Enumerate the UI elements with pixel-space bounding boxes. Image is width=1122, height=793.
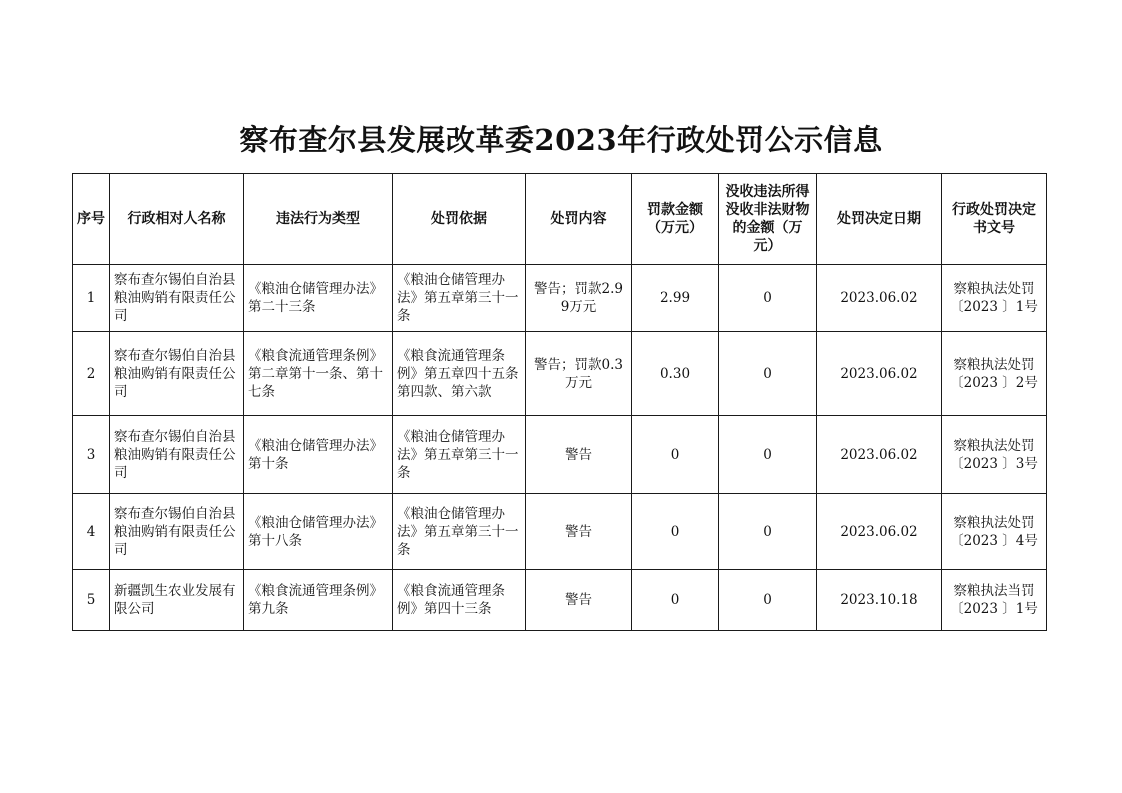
header-basis: 处罚依据 <box>393 174 526 265</box>
header-doc-number: 行政处罚决定书文号 <box>942 174 1047 265</box>
cell-party: 察布查尔锡伯自治县粮油购销有限责任公司 <box>110 416 244 494</box>
page-title: 察布查尔县发展改革委2023年行政处罚公示信息 <box>239 123 883 157</box>
cell-content: 警告 <box>526 570 632 631</box>
header-party: 行政相对人名称 <box>110 174 244 265</box>
cell-seq: 5 <box>73 570 110 631</box>
cell-content: 警告；罚款2.99万元 <box>526 265 632 332</box>
cell-seq: 2 <box>73 332 110 416</box>
cell-date: 2023.06.02 <box>817 265 942 332</box>
cell-fine: 2.99 <box>632 265 719 332</box>
header-date: 处罚决定日期 <box>817 174 942 265</box>
cell-fine: 0 <box>632 494 719 570</box>
header-fine: 罚款金额（万元） <box>632 174 719 265</box>
table-row <box>73 416 1047 494</box>
cell-date: 2023.06.02 <box>817 416 942 494</box>
cell-seq: 3 <box>73 416 110 494</box>
cell-confiscated: 0 <box>719 416 817 494</box>
cell-party: 察布查尔锡伯自治县粮油购销有限责任公司 <box>110 332 244 416</box>
cell-confiscated: 0 <box>719 570 817 631</box>
cell-basis: 《粮油仓储管理办法》第五章第三十一条 <box>393 265 526 332</box>
cell-doc-number: 察粮执法处罚〔2023 〕3号 <box>942 416 1047 494</box>
cell-date: 2023.06.02 <box>817 494 942 570</box>
header-seq: 序号 <box>73 174 110 265</box>
cell-seq: 1 <box>73 265 110 332</box>
penalty-table <box>72 173 1047 631</box>
cell-party: 新疆凯生农业发展有限公司 <box>110 570 244 631</box>
table-row <box>73 494 1047 570</box>
cell-date: 2023.10.18 <box>817 570 942 631</box>
cell-violation-type: 《粮食流通管理条例》第二章第十一条、第十七条 <box>244 332 393 416</box>
cell-doc-number: 察粮执法处罚〔2023 〕1号 <box>942 265 1047 332</box>
table-row <box>73 570 1047 631</box>
cell-party: 察布查尔锡伯自治县粮油购销有限责任公司 <box>110 265 244 332</box>
header-confiscated: 没收违法所得没收非法财物的金额（万元） <box>719 174 817 265</box>
cell-basis: 《粮食流通管理条例》第四十三条 <box>393 570 526 631</box>
cell-date: 2023.06.02 <box>817 332 942 416</box>
cell-basis: 《粮油仓储管理办法》第五章第三十一条 <box>393 494 526 570</box>
cell-basis: 《粮油仓储管理办法》第五章第三十一条 <box>393 416 526 494</box>
table-header-row <box>73 174 1047 265</box>
cell-fine: 0 <box>632 416 719 494</box>
cell-violation-type: 《粮食流通管理条例》第九条 <box>244 570 393 631</box>
header-violation-type: 违法行为类型 <box>244 174 393 265</box>
cell-violation-type: 《粮油仓储管理办法》第十条 <box>244 416 393 494</box>
table-row <box>73 332 1047 416</box>
table-row <box>73 265 1047 332</box>
cell-content: 警告 <box>526 416 632 494</box>
cell-doc-number: 察粮执法处罚〔2023 〕4号 <box>942 494 1047 570</box>
cell-doc-number: 察粮执法当罚〔2023 〕1号 <box>942 570 1047 631</box>
cell-fine: 0 <box>632 570 719 631</box>
cell-confiscated: 0 <box>719 494 817 570</box>
header-content: 处罚内容 <box>526 174 632 265</box>
cell-violation-type: 《粮油仓储管理办法》第二十三条 <box>244 265 393 332</box>
cell-content: 警告 <box>526 494 632 570</box>
cell-seq: 4 <box>73 494 110 570</box>
cell-confiscated: 0 <box>719 332 817 416</box>
cell-confiscated: 0 <box>719 265 817 332</box>
cell-content: 警告；罚款0.3万元 <box>526 332 632 416</box>
cell-party: 察布查尔锡伯自治县粮油购销有限责任公司 <box>110 494 244 570</box>
cell-basis: 《粮食流通管理条例》第五章四十五条第四款、第六款 <box>393 332 526 416</box>
cell-doc-number: 察粮执法处罚〔2023 〕2号 <box>942 332 1047 416</box>
cell-violation-type: 《粮油仓储管理办法》第十八条 <box>244 494 393 570</box>
cell-fine: 0.30 <box>632 332 719 416</box>
